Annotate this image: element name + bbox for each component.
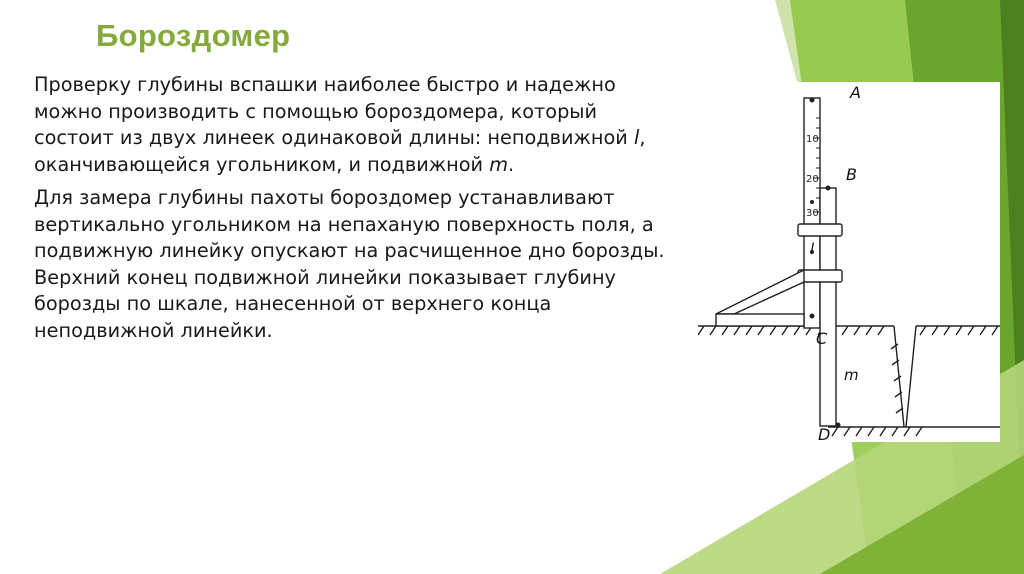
scale-tick-30: 30 (806, 208, 819, 219)
ruler-label-l: l (810, 240, 815, 258)
slide-title: Бороздомер (96, 18, 291, 53)
point-label-a: A (850, 83, 861, 102)
slide-body (34, 72, 679, 351)
fixed-ruler-symbol: l (633, 126, 640, 149)
point-label-c: C (816, 329, 828, 348)
point-label-b: B (846, 165, 857, 184)
paragraph-2: Для замера глубины пахоты бороздомер устанавливают вертикально угольником на непаханую поверхность поля, а подвижную линейку опускают на расчищенное дно борозды. Верхний конец подвижной линейки показывает глубину борозды по шкале, нанесенной от верхнего конца неподвижной линейки. (34, 186, 665, 342)
scale-tick-20: 20 (806, 174, 819, 185)
movable-ruler-symbol: m (489, 152, 509, 176)
scale-tick-10: 10 (806, 134, 819, 145)
ground-right (916, 326, 1000, 335)
paragraph-1-part-2: , оканчивающейся угольником, и подвижной (34, 126, 646, 176)
angle-bracket (716, 270, 804, 326)
furrow-meter-figure (698, 82, 1000, 442)
paragraph-1-part-1: Проверку глубины вспашки наиболее быстро и надежно можно производить с помощью бороздомера, который состоит из двух линеек одинаковой длины: неподвижной (34, 73, 634, 149)
ground-left (698, 326, 894, 335)
furrow-meter-diagram (698, 82, 1000, 442)
paragraph-1 (34, 72, 679, 178)
point-label-d: D (818, 425, 831, 442)
ruler-label-m: m (844, 366, 859, 384)
paragraph-1-part-3: . (508, 152, 515, 176)
